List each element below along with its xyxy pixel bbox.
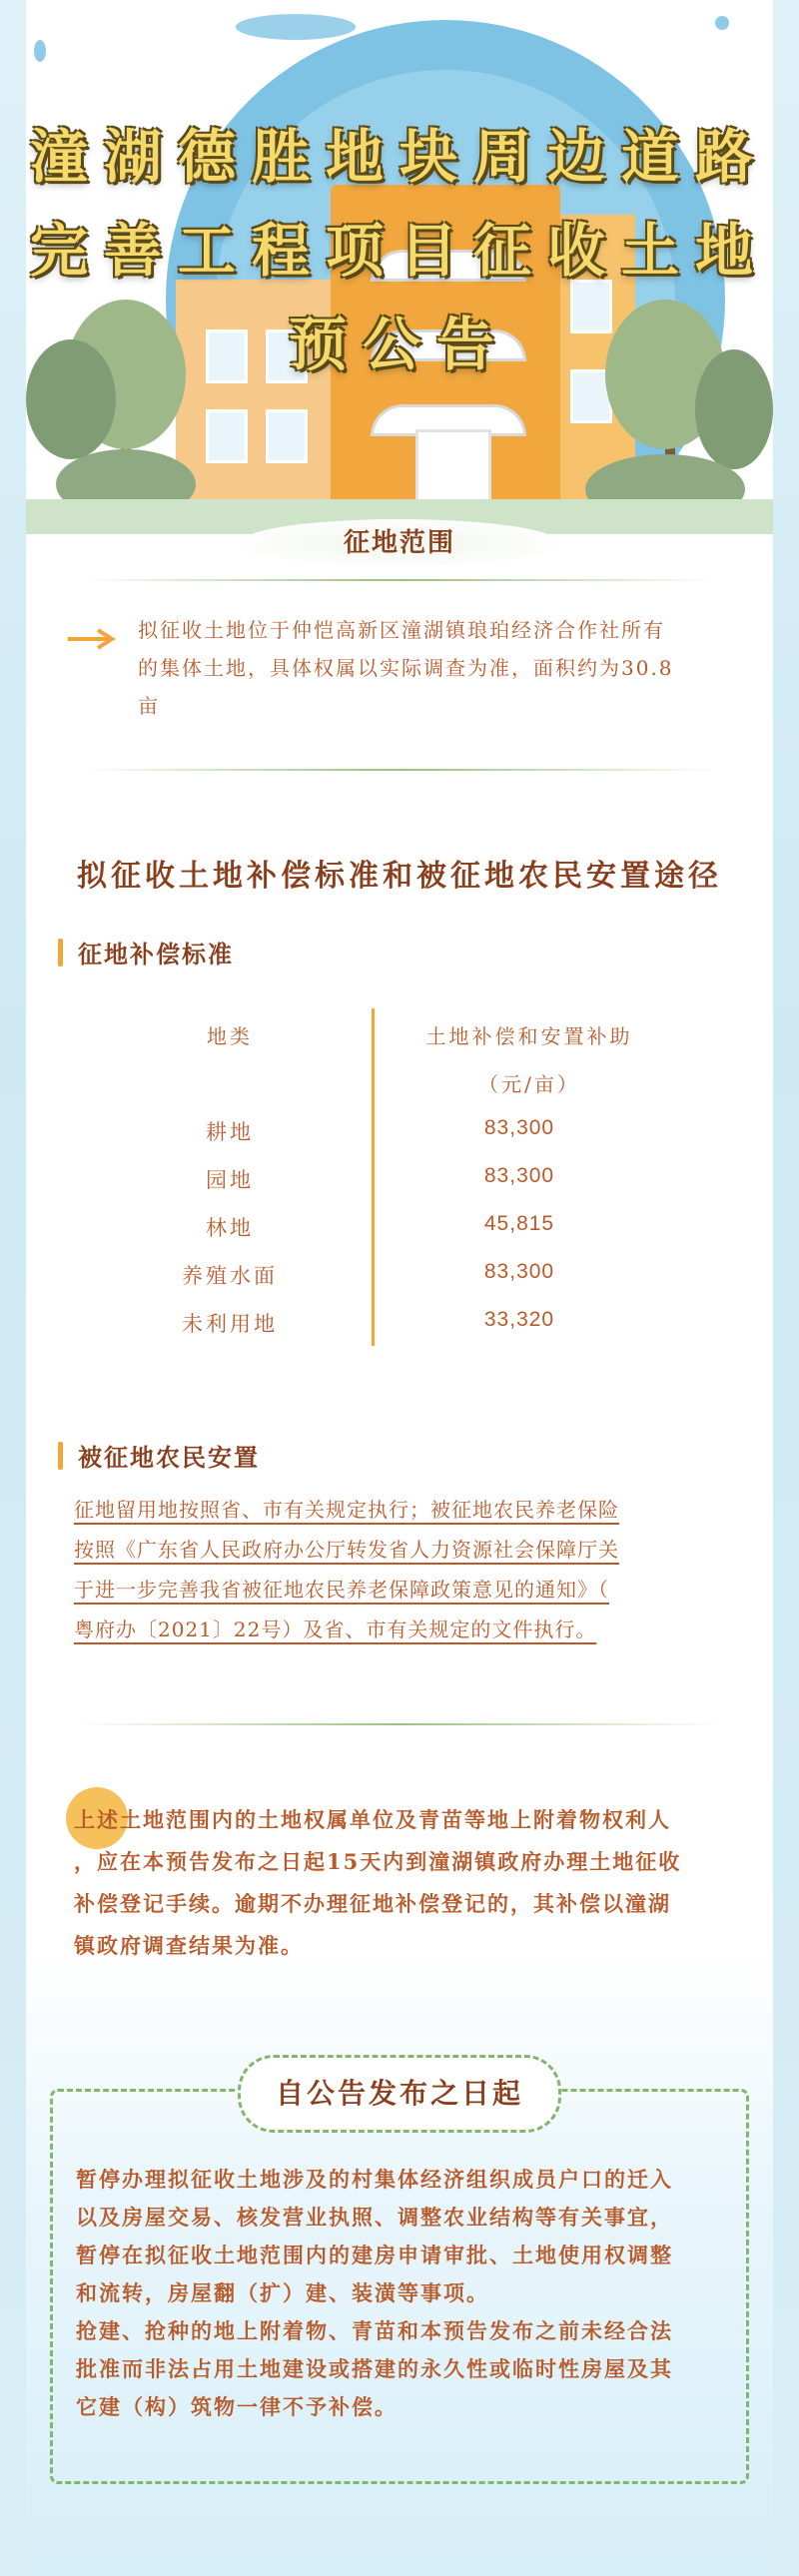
land-scope-line: 亩 [138, 694, 160, 718]
resettlement-line: 按照《广东省人民政府办公厅转发省人力资源社会保障厅关 [74, 1538, 619, 1562]
table-cell-value: 83,300 [483, 1116, 555, 1139]
divider [80, 1723, 719, 1725]
table-cell-land-type: 养殖水面 [182, 1264, 278, 1288]
registration-text [74, 1799, 743, 1967]
suspension-line: 它建（构）筑物一律不予补偿。 [76, 2394, 398, 2419]
registration-line: 镇政府调查结果为准。 [74, 1933, 304, 1958]
table-header-land-type: 地类 [207, 1024, 253, 1048]
table-header-unit: （元/亩） [478, 1072, 580, 1096]
subheading-bar [58, 1442, 63, 1470]
registration-line: 上述土地范围内的土地权属单位及青苗等地上附着物权利人 [74, 1807, 671, 1832]
divider [80, 579, 719, 581]
resettlement-line: 征地留用地按照省、市有关规定执行；被征地农民养老保险 [74, 1498, 619, 1522]
suspension-pill: 自公告发布之日起 [238, 2055, 561, 2133]
suspension-text [76, 2161, 725, 2426]
hero-illustration [26, 0, 773, 534]
suspension-line: 暂停办理拟征收土地涉及的村集体经济组织成员户口的迁入 [76, 2167, 673, 2192]
compensation-heading: 拟征收土地补偿标准和被征地农民安置途径 [77, 859, 722, 894]
registration-line: ，应在本预告发布之日起15天内到潼湖镇政府办理土地征收 [74, 1849, 682, 1874]
land-scope-line: 拟征收土地位于仲恺高新区潼湖镇琅珀经济合作社所有 [138, 618, 665, 642]
land-scope-line: 的集体土地，具体权属以实际调查为准，面积约为30.8 [138, 656, 674, 680]
arrow-right-icon [66, 627, 116, 651]
section-tag-land-scope: 征地范围 [240, 519, 559, 567]
table-cell-land-type: 耕地 [206, 1120, 254, 1144]
title-line-2: 完善工程项目征收土地 [29, 217, 769, 285]
table-header-compensation: 土地补偿和安置补助 [425, 1024, 633, 1048]
table-cell-value: 83,300 [483, 1260, 555, 1283]
rain-drop [34, 40, 46, 62]
table-cell-land-type: 林地 [206, 1216, 254, 1240]
subheading-text: 征地补偿标准 [78, 940, 234, 968]
subheading-compensation-standard [58, 935, 234, 969]
table-cell-value: 45,815 [483, 1212, 555, 1235]
left-stripe [0, 0, 26, 2576]
table-cell-value: 33,320 [483, 1308, 555, 1331]
table-cell-land-type: 园地 [206, 1168, 254, 1192]
suspension-line: 抢建、抢种的地上附着物、青苗和本预告发布之前未经合法 [76, 2318, 673, 2343]
resettlement-line: 于进一步完善我省被征地农民养老保障政策意见的通知》（ [74, 1578, 609, 1602]
land-scope-text [138, 611, 757, 725]
divider [80, 769, 719, 771]
table-divider [372, 1008, 375, 1346]
right-stripe [773, 0, 799, 2576]
title-line-3: 预公告 [288, 311, 510, 378]
suspension-line: 和流转，房屋翻（扩）建、装潢等事项。 [76, 2280, 489, 2305]
window [266, 409, 308, 463]
rain-drop [715, 16, 729, 30]
title-line-1: 潼湖德胜地块周边道路 [29, 123, 769, 191]
suspension-line: 以及房屋交易、核发营业执照、调整农业结构等有关事宜， [76, 2205, 673, 2230]
suspension-line: 暂停在拟征收土地范围内的建房申请审批、土地使用权调整 [76, 2243, 673, 2267]
resettlement-line: 粤府办〔2021〕22号）及省、市有关规定的文件执行。 [74, 1617, 597, 1641]
table-cell-land-type: 未利用地 [182, 1312, 278, 1336]
suspension-line: 批准而非法占用土地建设或搭建的永久性或临时性房屋及其 [76, 2356, 673, 2381]
subheading-bar [58, 939, 63, 966]
window [206, 409, 248, 463]
table-cell-value: 83,300 [483, 1164, 555, 1187]
registration-line: 补偿登记手续。逾期不办理征地补偿登记的，其补偿以潼湖 [74, 1891, 671, 1916]
subheading-text: 被征地农民安置 [78, 1443, 260, 1472]
page-title [26, 110, 773, 391]
resettlement-text [74, 1490, 743, 1649]
rain-drop [236, 14, 356, 40]
subheading-resettlement [58, 1438, 260, 1473]
